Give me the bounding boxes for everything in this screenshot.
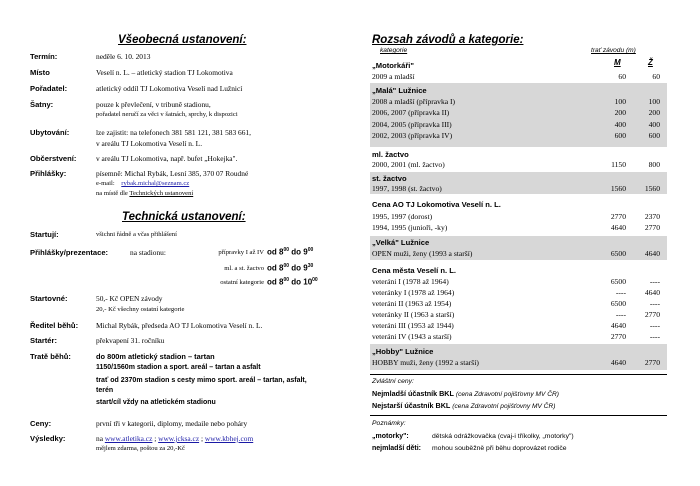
row-m: 400	[614, 120, 626, 129]
row-m: 6500	[610, 249, 626, 258]
label-prizes: Ceny:	[30, 419, 52, 428]
special-youngest-sponsor: (cena Zdravotní pojišťovny MV ČR)	[455, 391, 559, 398]
row-z: ----	[649, 332, 660, 341]
label-starters: Startují:	[30, 230, 59, 239]
row-m: 60	[618, 72, 626, 81]
col-distance: trať závodu (m)	[591, 47, 636, 54]
value-courses-3: trať od 2370m stadion s cesty mimo sport. areál – tartan, asfalt, terén	[96, 377, 307, 394]
value-applications: písemně: Michal Rybák, Lesní 385, 370 07 Roudné	[96, 169, 249, 178]
label-director: Ředitel běhů:	[30, 321, 79, 330]
value-accommodation-2: v areálu TJ Lokomotiva Veselí n. L.	[96, 139, 203, 148]
row-z: 2770	[644, 223, 660, 232]
special-youngest	[372, 389, 559, 398]
row-m: 4640	[610, 223, 626, 232]
value-date: neděle 6. 10. 2013	[96, 52, 151, 61]
label-place: Místo	[30, 68, 50, 77]
row-z: 1560	[644, 184, 660, 193]
divider	[370, 415, 667, 416]
label-organizer: Pořadatel:	[30, 84, 68, 93]
row-m: 6500	[610, 299, 626, 308]
col-z: Ž	[648, 58, 653, 67]
reg-to-sup-1: 00	[307, 247, 314, 253]
value-starter: překvapení 31. ročníku	[96, 336, 165, 345]
note-text-youngest: mohou souběžně při běhu doprovázet rodiče	[432, 445, 567, 452]
row-cat: veteráni IV (1943 a starší)	[372, 332, 452, 341]
value-courses-4: start/cíl vždy na atletickém stadionu	[96, 399, 216, 406]
value-starters: všichni řádně a včas přihlášení	[96, 231, 177, 238]
value-changing-rooms-1: pouze k převlečení, v tribuně stadionu,	[96, 100, 211, 109]
label-refreshment: Občerstvení:	[30, 154, 77, 163]
value-courses-1: do 800m atletický stadion – tartan	[96, 352, 215, 361]
row-m: 100	[614, 97, 626, 106]
applications-note	[96, 190, 193, 197]
value-courses-2: 1150/1560m stadion a sport. areál – tartan a asfalt	[96, 364, 261, 371]
group-st-zactvo: st. žactvo	[372, 174, 407, 183]
value-place: Veselí n. L. – atletický stadion TJ Lokomotiva	[96, 68, 233, 77]
group-ml-zactvo: ml. žactvo	[372, 150, 409, 159]
general-title: Všeobecná ustanovení:	[118, 34, 247, 46]
group-velka-luznice: „Velká" Lužnice	[372, 238, 430, 247]
reg-time-3	[267, 277, 318, 287]
col-m: M	[614, 58, 621, 67]
row-cat: veteráni III (1953 až 1944)	[372, 321, 454, 330]
row-cat: 1994, 1995 (junioři, -ky)	[372, 223, 448, 232]
special-oldest-label: Nejstarší účastník BKL	[372, 401, 451, 410]
row-z: ----	[649, 299, 660, 308]
notes-title: Poznámky:	[372, 420, 406, 427]
row-cat: 1995, 1997 (dorost)	[372, 212, 433, 221]
label-fee: Startovné:	[30, 294, 68, 303]
row-cat: 2008 a mladší (přípravka I)	[372, 97, 456, 106]
email-link[interactable]: rybak.michal@seznam.cz	[121, 180, 190, 187]
row-cat: veteránky I (1978 až 1964)	[372, 288, 455, 297]
row-z: 2770	[644, 310, 660, 319]
right-title: Rozsah závodů a kategorie:	[372, 34, 524, 46]
results-note: mějlem zdarma, poštou za 20,-Kč	[96, 445, 185, 452]
group-cena-mesta: Cena města Veselí n. L.	[372, 266, 456, 275]
value-fee-2: 20,- Kč všechny ostatní kategorie	[96, 306, 185, 313]
group-cena-ao: Cena AO TJ Lokomotiva Veselí n. L.	[372, 200, 501, 209]
label-changing-rooms: Šatny:	[30, 100, 54, 109]
reg-from-sup-3: 00	[283, 277, 290, 283]
results-link-atletika[interactable]: www.atletika.cz	[104, 434, 153, 443]
value-organizer: atletický oddíl TJ Lokomotiva Veselí nad Lužnicí	[96, 84, 243, 93]
group-mala-luznice: „Malá" Lužnice	[372, 86, 427, 95]
reg-to-3: do 10	[291, 277, 313, 287]
value-changing-rooms-2: pořadatel neručí za věci v šatnách, sprchy, k dispozici	[96, 111, 238, 118]
reg-time-1	[267, 247, 313, 257]
reg-to-1: do 9	[291, 247, 308, 257]
row-m: 1560	[610, 184, 626, 193]
label-registration: Přihlášky/prezentace:	[30, 248, 109, 257]
row-cat: OPEN muži, ženy (1993 a starší)	[372, 249, 473, 258]
row-cat: 2006, 2007 (přípravka II)	[372, 108, 450, 117]
special-youngest-label: Nejmladší účastník BKL	[372, 389, 454, 398]
row-cat: veteráni I (1978 až 1964)	[372, 277, 449, 286]
row-z: 4640	[644, 249, 660, 258]
row-m: 2770	[610, 332, 626, 341]
label-date: Termín:	[30, 52, 58, 61]
reg-time-2	[267, 263, 313, 273]
reg-to-2: do 9	[291, 263, 308, 273]
row-z: 60	[652, 72, 660, 81]
row-cat: HOBBY muži, ženy (1992 a starší)	[372, 358, 479, 367]
reg-to-sup-3: 00	[312, 277, 318, 283]
technical-rules-link[interactable]: Technických ustanovení	[129, 190, 194, 197]
note-text-motorky: dětská odrážkovačka (cvaj-i tříkolky, „motorky")	[432, 433, 574, 440]
reg-to-sup-2: 30	[307, 263, 314, 269]
row-cat: 2002, 2003 (přípravka IV)	[372, 131, 453, 140]
note-key-motorky: „motorky":	[372, 433, 409, 440]
value-accommodation-1: lze zajistit: na telefonech 381 581 121, 381 583 661,	[96, 128, 251, 137]
row-m: ----	[615, 310, 626, 319]
row-cat: 2000, 2001 (ml. žactvo)	[372, 160, 445, 169]
row-cat: 2004, 2005 (přípravka III)	[372, 120, 452, 129]
group-motorkari: „Motorkáři"	[372, 61, 414, 70]
row-m: 4640	[610, 321, 626, 330]
col-category: kategorie	[380, 47, 408, 54]
special-oldest	[372, 401, 555, 410]
row-m: 6500	[610, 277, 626, 286]
reg-from-3: od 8	[267, 277, 284, 287]
row-z: 100	[648, 97, 660, 106]
results-links: na www.atletika.cz ; www.jcksa.cz ; www.kbhej.com	[96, 434, 254, 443]
row-m: 200	[614, 108, 626, 117]
row-z: 4640	[644, 288, 660, 297]
reg-cat-3: ostatní kategorie	[220, 279, 264, 286]
reg-from-sup-2: 00	[283, 263, 290, 269]
label-courses: Tratě běhů:	[30, 352, 71, 361]
row-m: 1150	[611, 160, 626, 169]
value-refreshment: v areálu TJ Lokomotiva, např. bufet „Hokejka".	[96, 154, 238, 163]
row-cat: veteráni II (1963 až 1954)	[372, 299, 452, 308]
row-z: 2770	[644, 358, 660, 367]
row-cat: 2009 a mladší	[372, 72, 415, 81]
value-fee-1: 50,- Kč OPEN závody	[96, 294, 163, 303]
row-z: 400	[648, 120, 660, 129]
note-key-youngest: nejmladší děti:	[372, 445, 422, 452]
value-director: Michal Rybák, předseda AO TJ Lokomotiva Veselí n. L.	[96, 321, 263, 330]
group-hobby-luznice: „Hobby" Lužnice	[372, 347, 434, 356]
row-m: 2770	[610, 212, 626, 221]
row-z: ----	[649, 321, 660, 330]
row-z: 2370	[644, 212, 660, 221]
special-title: Zvláštní ceny:	[372, 378, 414, 385]
reg-from-1: od 8	[267, 247, 284, 257]
row-z: 200	[648, 108, 660, 117]
row-cat: 1997, 1998 (st. žactvo)	[372, 184, 442, 193]
row-m: ----	[615, 288, 626, 297]
label-applications: Přihlášky:	[30, 169, 67, 178]
applications-note-prefix: na místě dle	[96, 190, 128, 197]
label-accommodation: Ubytování:	[30, 128, 70, 137]
results-link-jcksa[interactable]: www.jcksa.cz	[158, 434, 200, 443]
value-prizes: první tři v kategorii, diplomy, medaile nebo poháry	[96, 419, 248, 428]
special-oldest-sponsor: (cena Zdravotní pojišťovny MV ČR)	[452, 403, 556, 410]
row-z: 600	[648, 131, 660, 140]
reg-from-2: od 8	[267, 263, 284, 273]
row-m: 600	[614, 131, 626, 140]
label-results: Výsledky:	[30, 434, 66, 443]
label-starter: Startér:	[30, 336, 58, 345]
email-line	[96, 180, 189, 187]
row-z: ----	[649, 277, 660, 286]
reg-cat-2: ml. a st. žactvo	[224, 265, 264, 272]
results-link-kbhej[interactable]: www.kbhej.com	[204, 434, 254, 443]
reg-cat-1: přípravky I až IV	[218, 249, 264, 256]
row-cat: veteránky II (1963 a starší)	[372, 310, 455, 319]
technical-title: Technická ustanovení:	[122, 211, 246, 223]
row-m: 4640	[610, 358, 626, 367]
email-prefix: e-mail:	[96, 180, 115, 187]
row-z: 800	[648, 160, 660, 169]
reg-from-sup-1: 00	[283, 247, 290, 253]
reg-prefix: na stadionu:	[130, 248, 166, 257]
divider	[370, 374, 667, 375]
